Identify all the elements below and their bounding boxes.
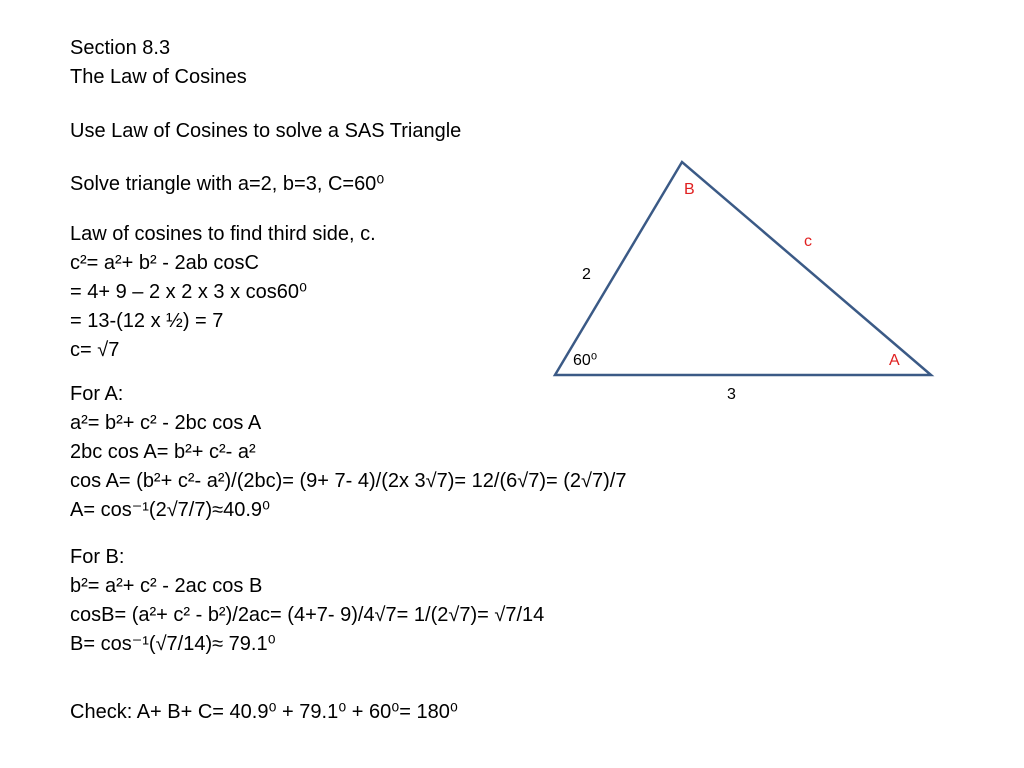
angle-b-solution [70,543,544,659]
section-title: The Law of Cosines [70,66,247,88]
angle-b-line: b²= a²+ c² - 2ac cos B [70,575,263,597]
vertex-a-label: A [889,352,900,369]
angle-a-line: 2bc cos A= b²+ c²- a² [70,441,256,463]
side-b-label: 3 [727,386,736,403]
angle-b-line: B= cos⁻¹(√7/14)≈ 79.1⁰ [70,633,276,655]
third-side-line: = 4+ 9 – 2 x 2 x 3 x cos60⁰ [70,281,308,303]
angle-b-line: cosB= (a²+ c² - b²)/2ac= (4+7- 9)/4√7= 1/(2√7)= √7/14 [70,604,545,626]
third-side-line: c²= a²+ b² - 2ab cosC [70,252,259,274]
third-side-solution [70,220,376,365]
vertex-b-label: B [684,181,695,198]
check-text: Check: A+ B+ C= 40.9⁰ + 79.1⁰ + 60⁰= 180⁰ [70,701,458,723]
problem-statement [70,170,384,199]
subtitle [70,117,461,146]
angle-b-line: For B: [70,546,125,568]
side-c-label: c [804,233,812,250]
angle-a-line: A= cos⁻¹(2√7/7)≈40.9⁰ [70,499,271,521]
subtitle-text: Use Law of Cosines to solve a SAS Triangle [70,120,462,142]
angle-a-line: cos A= (b²+ c²- a²)/(2bc)= (9+ 7- 4)/(2x 3√7)= 12/(6√7)= (2√7)/7 [70,470,627,492]
section-number: Section 8.3 [70,37,171,59]
third-side-line: = 13-(12 x ½) = 7 [70,310,224,332]
check-statement [70,698,458,727]
problem-text: Solve triangle with a=2, b=3, C=60⁰ [70,173,385,195]
slide-title [70,34,247,92]
angle-a-line: a²= b²+ c² - 2bc cos A [70,412,262,434]
third-side-line: Law of cosines to find third side, c. [70,223,376,245]
angle-a-solution [70,380,626,525]
angle-c-label: 60⁰ [573,352,598,369]
angle-a-line: For A: [70,383,124,405]
third-side-line: c= √7 [70,339,120,361]
triangle-outline [555,162,931,375]
side-a-label: 2 [582,266,591,283]
